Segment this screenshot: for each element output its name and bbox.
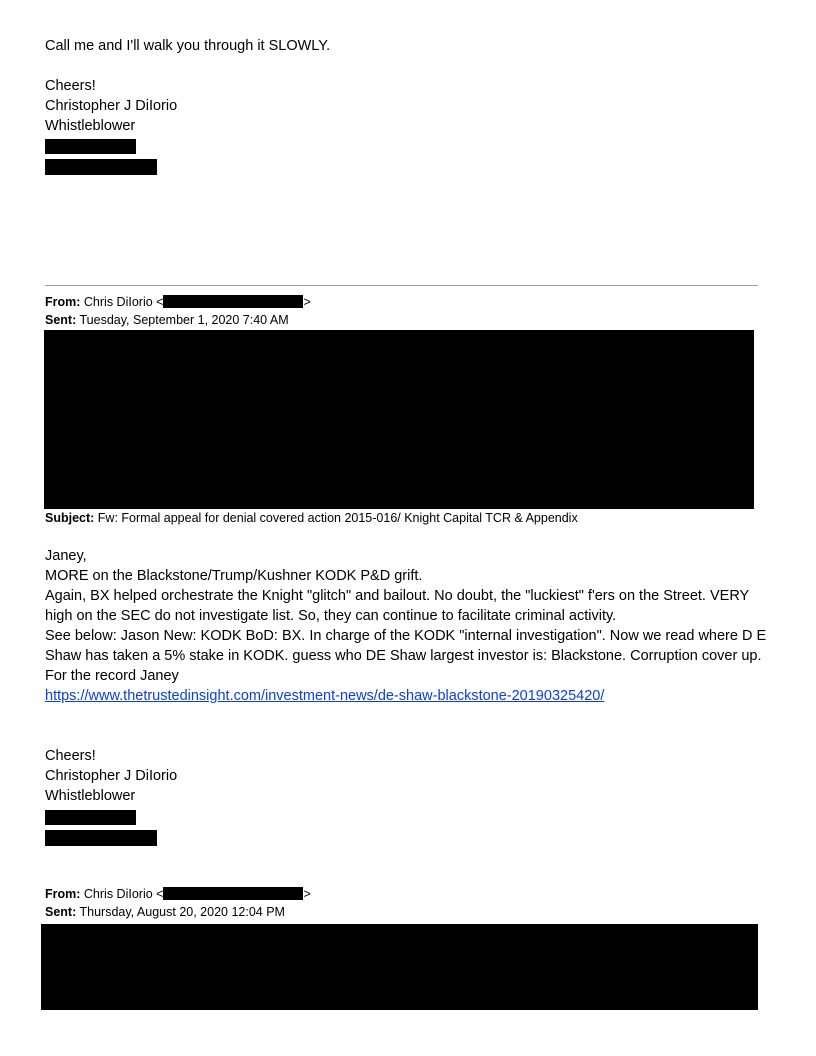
redaction-block — [45, 139, 136, 154]
salutation: Janey, — [45, 548, 87, 564]
email-sent-row — [45, 903, 285, 921]
sent-label: Sent: — [45, 313, 77, 327]
signature-greeting: Cheers! — [45, 748, 96, 764]
signature-role: Whistleblower — [45, 788, 136, 804]
email-subject-row — [45, 509, 578, 527]
from-close: > — [303, 295, 311, 309]
redaction-block — [45, 810, 136, 825]
sent-value: Tuesday, September 1, 2020 7:40 AM — [79, 313, 289, 327]
email-divider — [45, 285, 758, 286]
subject-label: Subject: — [45, 511, 95, 525]
body-link-row — [45, 686, 604, 706]
body-line-1: MORE on the Blackstone/Trump/Kushner KODK P&D grift. — [45, 568, 423, 584]
redacted-recipients-block — [41, 924, 758, 1010]
redacted-email-address — [163, 887, 303, 900]
signature-name: Christopher J DiIorio — [45, 98, 178, 114]
from-name: Chris DiIorio < — [83, 887, 164, 901]
subject-value: Fw: Formal appeal for denial covered action 2015-016/ Knight Capital TCR & Appendix — [97, 511, 578, 525]
email-from-row — [45, 885, 311, 903]
redacted-recipients-block — [44, 330, 754, 509]
from-close: > — [303, 887, 311, 901]
signature-role: Whistleblower — [45, 118, 136, 134]
redaction-block — [45, 159, 157, 175]
sent-label: Sent: — [45, 905, 77, 919]
from-label: From: — [45, 295, 81, 309]
body-paragraph-2: See below: Jason New: KODK BoD: BX. In charge of the KODK "internal investigation". Now we read where D E Shaw has taken a 5% stake in KODK. guess who DE Shaw largest investor is: Blackstone. Corruption cover up. For the record Janey — [45, 628, 767, 684]
email-from-row — [45, 293, 311, 311]
email-sent-row — [45, 311, 289, 329]
signature-greeting: Cheers! — [45, 78, 96, 94]
call-me-line: Call me and I'll walk you through it SLOWLY. — [45, 38, 331, 54]
from-label: From: — [45, 887, 81, 901]
body-paragraph-1: Again, BX helped orchestrate the Knight "glitch" and bailout. No doubt, the "luckiest" f'ers on the Street. VERY high on the SEC do not investigate list. So, they can continue to facilitate criminal activity. — [45, 588, 749, 624]
redacted-email-address — [163, 295, 303, 308]
sent-value: Thursday, August 20, 2020 12:04 PM — [79, 905, 285, 919]
from-name: Chris DiIorio < — [83, 295, 164, 309]
redaction-block — [45, 830, 157, 846]
article-link[interactable]: https://www.thetrustedinsight.com/investment-news/de-shaw-blackstone-20190325420/ — [45, 688, 605, 704]
signature-name: Christopher J DiIorio — [45, 768, 178, 784]
